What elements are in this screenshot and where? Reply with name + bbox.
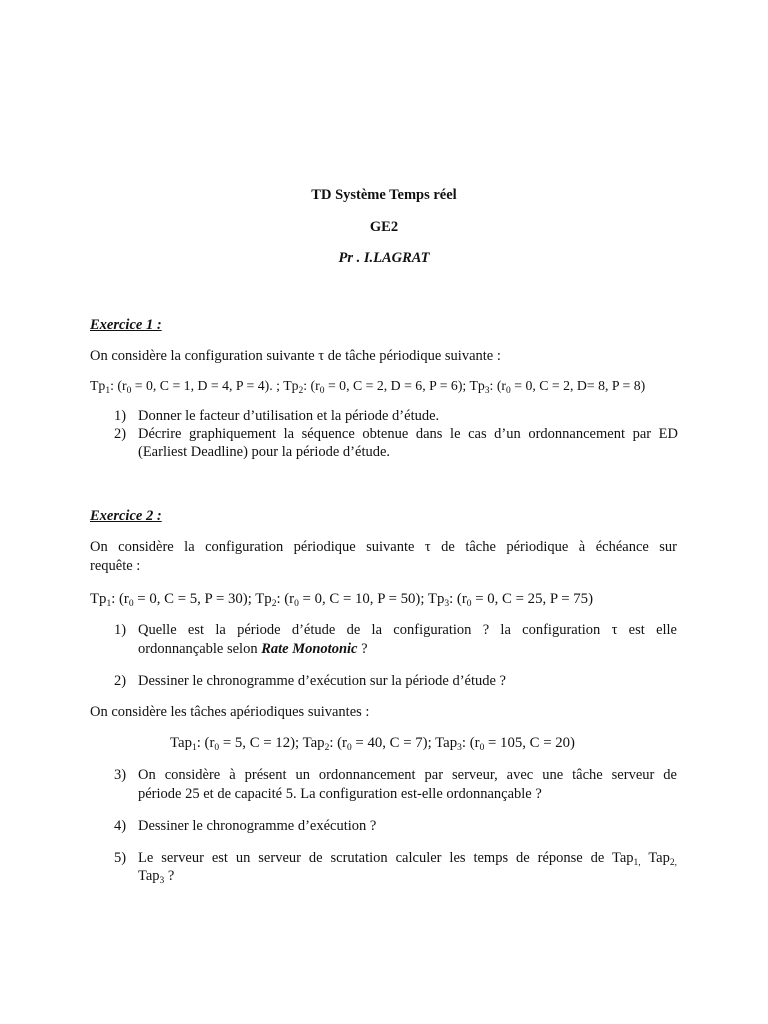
ex1-q2-number: 2) [114,426,127,442]
ex2-q4-text: Dessiner le chronogramme d’exécution ? [138,818,377,834]
aperiodic-intro: On considère les tâches apériodiques suivantes : [90,704,370,720]
ex2-q2-text: Dessiner le chronogramme d’exécution sur la période d’étude ? [138,673,506,689]
ex2-q3-number: 3) [114,767,127,783]
ex1-q2-line-2: (Earliest Deadline) pour la période d’étude. [138,444,391,460]
ex2-q5-line-2: Tap$_3$ ? [138,868,175,886]
ex2-q1-line-2: ordonnançable selon Rate Monotonic ? [138,641,368,657]
exercise-1-title: Exercice 1 : [90,317,162,333]
exercise-1-task-list: $Tp_1$: ($r_0 = 0$, C = 1, D = 4, P = 4). ; $Tp_2$: ($r_0 = 0$, C = 2, D = 6, P = 6); $Tp_3$: ($r_0 = 0$, C = 2, D= 8, P = 8) [90,378,646,396]
aperiodic-task-list: Tap$_1$: ($r_0 = 5$, C = 12); Tap$_2$: ($r_0 = 40$, C = 7); Tap$_3$: ($r_0 = 105$, C = 20) [170,735,575,753]
ex2-q1-line-1: Quelle est la période d’étude de la configuration ? la configuration τ est elle [138,622,677,638]
ex2-q5-line-1: Le serveur est un serveur de scrutation calculer les temps de réponse de Tap$_{1,}$ Tap$_{2,}$ [138,850,677,868]
ex1-q1-number: 1) [114,408,127,424]
ex2-q2-number: 2) [114,673,127,689]
ex2-q1-number: 1) [114,622,127,638]
exercise-1-intro: On considère la configuration suivante τ de tâche périodique suivante : [90,348,501,364]
ex1-q2-line-1: Décrire graphiquement la séquence obtenue dans le cas d’un ordonnancement par ED [138,426,678,442]
exercise-2-intro-line-2: requête : [90,558,141,574]
exercise-2-intro-line-1: On considère la configuration périodique suivante τ de tâche périodique à échéance sur [90,539,677,555]
ex2-q4-number: 4) [114,818,127,834]
ex2-q5-number: 5) [114,850,127,866]
ex2-q3-line-2: période 25 et de capacité 5. La configuration est-elle ordonnançable ? [138,786,542,802]
class-name: GE2 [369,219,399,235]
exercise-2-title: Exercice 2 : [90,508,162,524]
rate-monotonic-term: Rate Monotonic [261,641,358,657]
professor-name: Pr . I.LAGRAT [338,250,430,266]
exercise-2-task-list: $Tp_1$: ($r_0 = 0$, C = 5, P = 30); $Tp_2$: ($r_0 = 0$, C = 10, P = 50); $Tp_3$: ($r_0 = 0$, C = 25, P = 75) [90,591,594,609]
ex1-q1-text: Donner le facteur d’utilisation et la période d’étude. [138,408,440,424]
document-title: TD Système Temps réel [311,187,457,203]
ex2-q3-line-1: On considère à présent un ordonnancement par serveur, avec une tâche serveur de [138,767,677,783]
